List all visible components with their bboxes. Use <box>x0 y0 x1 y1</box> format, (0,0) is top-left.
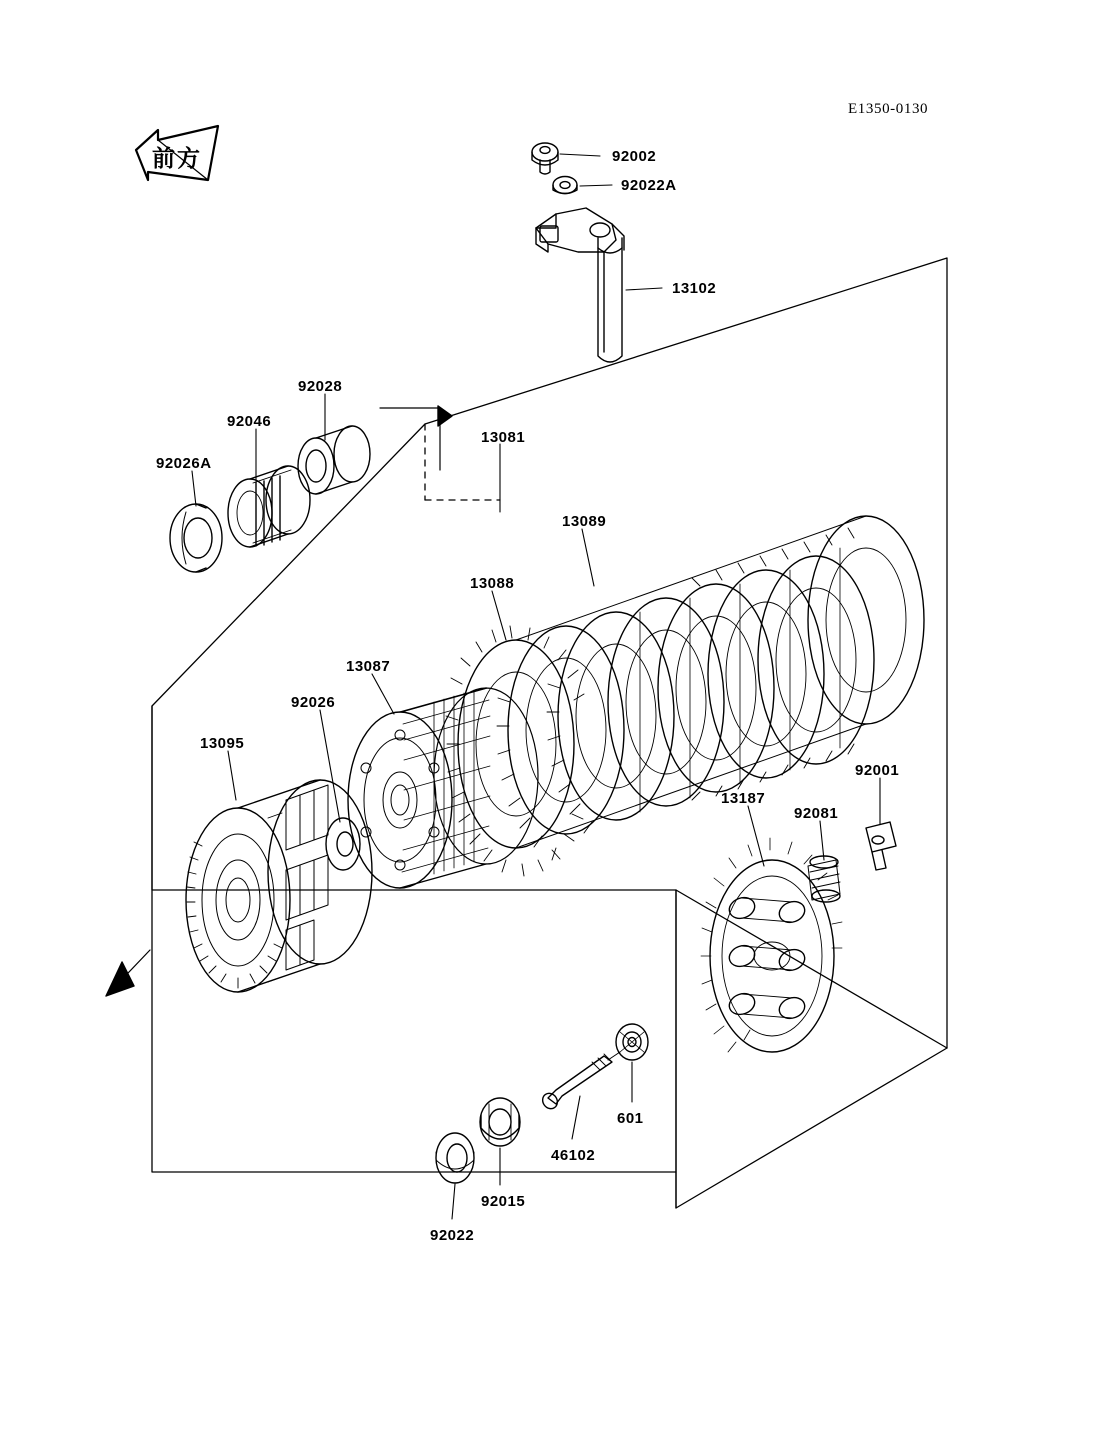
part-label-13089[interactable]: 13089 <box>562 513 607 530</box>
part-label-92081[interactable]: 92081 <box>794 805 839 822</box>
part-label-13087[interactable]: 13087 <box>346 658 391 675</box>
part-label-13187[interactable]: 13187 <box>721 790 766 807</box>
front-direction-label: 前方 <box>152 146 202 172</box>
part-label-92001[interactable]: 92001 <box>855 762 900 779</box>
part-label-92022A[interactable]: 92022A <box>621 177 677 194</box>
part-label-13088[interactable]: 13088 <box>470 575 515 592</box>
part-label-13081[interactable]: 13081 <box>481 429 526 446</box>
part-label-92028[interactable]: 92028 <box>298 378 343 395</box>
part-label-92026[interactable]: 92026 <box>291 694 336 711</box>
part-label-13095[interactable]: 13095 <box>200 735 245 752</box>
part-label-92002[interactable]: 92002 <box>612 148 657 165</box>
document-id: E1350-0130 <box>848 101 929 117</box>
part-label-601[interactable]: 601 <box>617 1110 644 1127</box>
part-label-92015[interactable]: 92015 <box>481 1193 526 1210</box>
part-label-46102[interactable]: 46102 <box>551 1147 596 1164</box>
part-label-92026A[interactable]: 92026A <box>156 455 212 472</box>
part-label-13102[interactable]: 13102 <box>672 280 717 297</box>
part-label-92022[interactable]: 92022 <box>430 1227 475 1244</box>
part-label-92046[interactable]: 92046 <box>227 413 272 430</box>
